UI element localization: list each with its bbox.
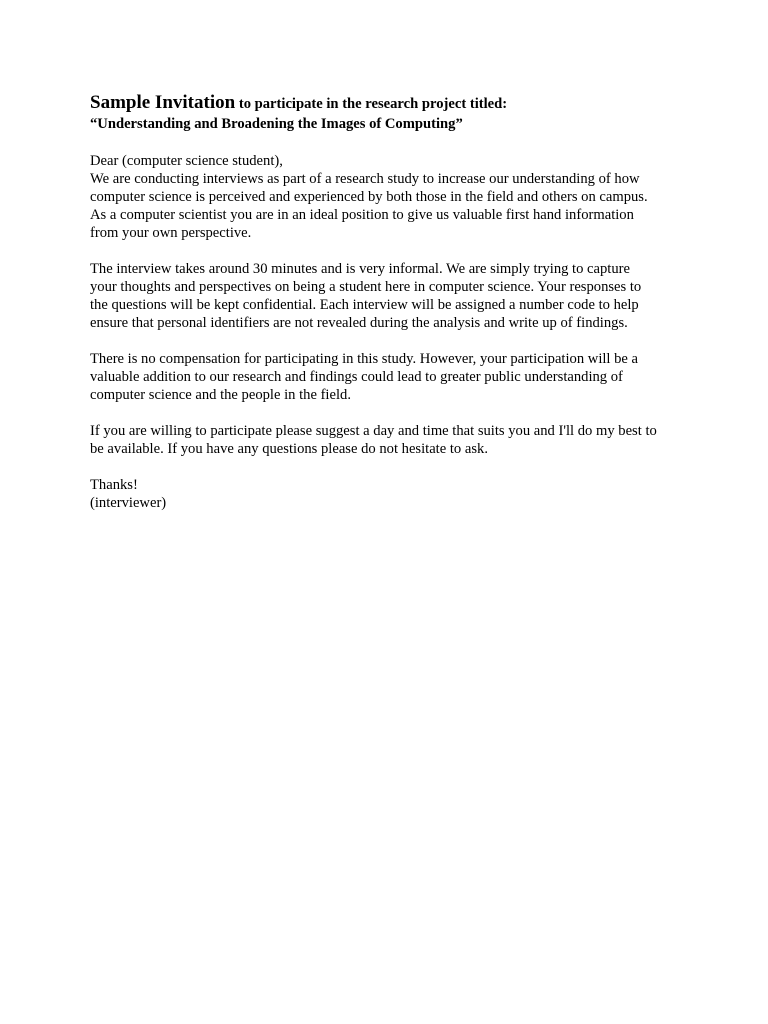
paragraph-line: computer science is perceived and experienced by both those in the field and others on campus. — [90, 189, 648, 205]
paragraph-line: There is no compensation for participating in this study. However, your participation will be a — [90, 351, 639, 367]
project-title: “Understanding and Broadening the Images of Computing” — [90, 116, 463, 132]
paragraph-line: We are conducting interviews as part of a research study to increase our understanding of how — [90, 171, 640, 187]
paragraph-line: from your own perspective. — [90, 225, 252, 241]
paragraph-line: computer science and the people in the field. — [90, 387, 351, 403]
paragraph-line: valuable addition to our research and findings could lead to greater public understanding of — [90, 369, 623, 385]
paragraph-line: the questions will be kept confidential. Each interview will be assigned a number code to help — [90, 297, 639, 313]
paragraph-line: ensure that personal identifiers are not revealed during the analysis and write up of findings. — [90, 315, 628, 331]
interview-paragraph — [90, 260, 690, 332]
title-main: Sample Invitation — [90, 92, 236, 113]
compensation-paragraph — [90, 350, 690, 404]
greeting: Dear (computer science student), — [90, 153, 283, 169]
title-rest: to participate in the research project titled: — [238, 96, 508, 112]
paragraph-line: be available. If you have any questions please do not hesitate to ask. — [90, 441, 488, 457]
document-title — [90, 92, 690, 115]
participation-paragraph — [90, 422, 690, 458]
paragraph-line: If you are willing to participate please suggest a day and time that suits you and I'll do my best to — [90, 423, 657, 439]
signature: (interviewer) — [90, 495, 167, 511]
paragraph-line: your thoughts and perspectives on being a student here in computer science. Your responses to — [90, 279, 642, 295]
greeting-paragraph — [90, 152, 690, 242]
document-page — [90, 92, 690, 530]
paragraph-line: As a computer scientist you are in an ideal position to give us valuable first hand information — [90, 207, 634, 223]
closing-block — [90, 476, 690, 512]
closing: Thanks! — [90, 477, 138, 493]
paragraph-line: The interview takes around 30 minutes and is very informal. We are simply trying to capture — [90, 261, 630, 277]
